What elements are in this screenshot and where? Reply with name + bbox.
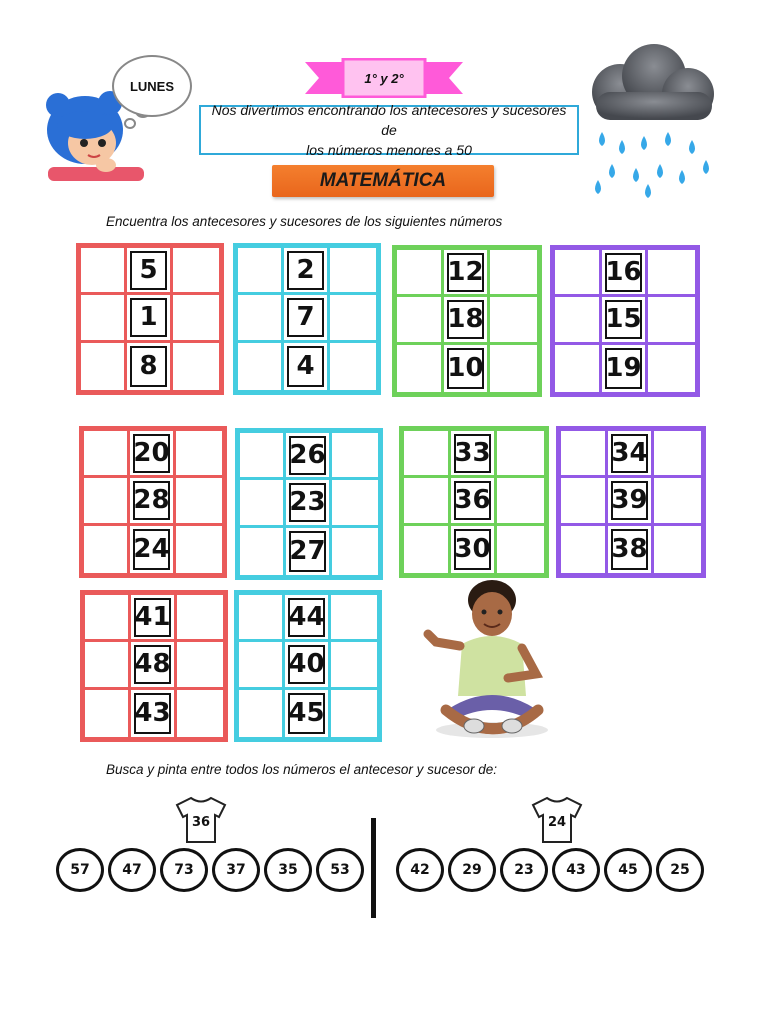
given-number: 24 — [133, 529, 170, 571]
antecesor-answer-cell[interactable] — [81, 343, 127, 390]
sucesor-answer-cell[interactable] — [331, 690, 377, 737]
given-number-cell — [451, 526, 498, 573]
antecesor-answer-cell[interactable] — [555, 345, 602, 392]
given-number: 4 — [287, 346, 324, 388]
target-number-left: 36 — [191, 815, 211, 830]
sucesor-answer-cell[interactable] — [490, 250, 537, 297]
given-number-cell — [286, 528, 332, 575]
antecesor-answer-cell[interactable] — [84, 431, 130, 478]
antecesor-answer-cell[interactable] — [238, 248, 284, 295]
number-grid — [76, 243, 224, 395]
thought-dot — [124, 118, 136, 129]
antecesor-answer-cell[interactable] — [239, 595, 285, 642]
antecesor-answer-cell[interactable] — [404, 431, 451, 478]
given-number-cell — [444, 297, 491, 344]
given-number-cell — [285, 642, 331, 689]
given-number-cell — [608, 526, 655, 573]
given-number: 20 — [133, 434, 170, 473]
number-option-circle[interactable]: 53 — [316, 848, 364, 892]
given-number: 8 — [130, 346, 167, 388]
given-number: 15 — [605, 300, 643, 339]
subject-banner — [272, 165, 494, 197]
antecesor-answer-cell[interactable] — [85, 642, 131, 689]
given-number-cell — [130, 526, 176, 573]
target-number-right: 24 — [547, 815, 567, 830]
given-number: 30 — [454, 529, 492, 571]
sucesor-answer-cell[interactable] — [497, 526, 544, 573]
number-option-circle[interactable]: 43 — [552, 848, 600, 892]
number-grid — [79, 426, 227, 578]
sucesor-answer-cell[interactable] — [490, 345, 537, 392]
given-number: 38 — [611, 529, 649, 571]
description-line-2: los números menores a 50 — [306, 142, 472, 159]
number-grid — [235, 428, 383, 580]
number-option-circle[interactable]: 25 — [656, 848, 704, 892]
given-number-cell — [284, 343, 330, 390]
sucesor-answer-cell[interactable] — [330, 343, 376, 390]
day-label: LUNES — [129, 78, 175, 94]
given-number: 43 — [134, 693, 171, 735]
given-number: 18 — [447, 300, 485, 339]
sucesor-answer-cell[interactable] — [490, 297, 537, 344]
given-number: 12 — [447, 253, 485, 292]
given-number: 5 — [130, 251, 167, 290]
given-number: 48 — [134, 645, 171, 684]
boy-sitting-illustration — [420, 578, 555, 743]
sucesor-answer-cell[interactable] — [331, 595, 377, 642]
given-number-cell — [285, 690, 331, 737]
antecesor-answer-cell[interactable] — [238, 295, 284, 342]
given-number: 2 — [287, 251, 324, 290]
number-option-circle[interactable]: 45 — [604, 848, 652, 892]
sucesor-answer-cell[interactable] — [648, 297, 695, 344]
given-number-cell — [131, 690, 177, 737]
number-option-circle[interactable]: 73 — [160, 848, 208, 892]
given-number: 33 — [454, 434, 492, 473]
sucesor-answer-cell[interactable] — [654, 526, 701, 573]
given-number-cell — [444, 250, 491, 297]
sucesor-answer-cell[interactable] — [497, 478, 544, 525]
tshirt-icon — [531, 795, 583, 845]
given-number: 10 — [447, 348, 485, 390]
given-number-cell — [608, 478, 655, 525]
sucesor-answer-cell[interactable] — [654, 431, 701, 478]
given-number-cell — [127, 343, 173, 390]
sucesor-answer-cell[interactable] — [330, 248, 376, 295]
sucesor-answer-cell[interactable] — [654, 478, 701, 525]
number-grid — [399, 426, 549, 578]
antecesor-answer-cell[interactable] — [240, 433, 286, 480]
sucesor-answer-cell[interactable] — [330, 295, 376, 342]
sucesor-answer-cell[interactable] — [176, 526, 222, 573]
given-number-cell — [286, 433, 332, 480]
number-option-circle[interactable]: 47 — [108, 848, 156, 892]
antecesor-answer-cell[interactable] — [240, 528, 286, 575]
number-option-circle[interactable]: 35 — [264, 848, 312, 892]
sucesor-answer-cell[interactable] — [332, 480, 378, 527]
given-number: 44 — [288, 598, 325, 637]
given-number: 26 — [289, 436, 326, 475]
given-number-cell — [127, 248, 173, 295]
sucesor-answer-cell[interactable] — [176, 431, 222, 478]
antecesor-answer-cell[interactable] — [81, 295, 127, 342]
tshirt-icon — [175, 795, 227, 845]
given-number-cell — [444, 345, 491, 392]
sucesor-answer-cell[interactable] — [173, 295, 219, 342]
number-grid — [556, 426, 706, 578]
sucesor-answer-cell[interactable] — [332, 433, 378, 480]
given-number-cell — [131, 642, 177, 689]
number-grid — [550, 245, 700, 397]
antecesor-answer-cell[interactable] — [561, 478, 608, 525]
antecesor-answer-cell[interactable] — [85, 595, 131, 642]
sucesor-answer-cell[interactable] — [177, 690, 223, 737]
instruction-busca-y-pinta: Busca y pinta entre todos los números el antecesor y sucesor de: — [106, 762, 497, 777]
given-number-cell — [130, 431, 176, 478]
given-number-cell — [602, 345, 649, 392]
sucesor-answer-cell[interactable] — [331, 642, 377, 689]
given-number: 34 — [611, 434, 649, 473]
sucesor-answer-cell[interactable] — [648, 250, 695, 297]
antecesor-answer-cell[interactable] — [555, 250, 602, 297]
number-option-circle[interactable]: 37 — [212, 848, 260, 892]
given-number-cell — [602, 250, 649, 297]
antecesor-answer-cell[interactable] — [397, 250, 444, 297]
antecesor-answer-cell[interactable] — [239, 642, 285, 689]
given-number-cell — [127, 295, 173, 342]
given-number-cell — [284, 295, 330, 342]
given-number: 27 — [289, 531, 326, 573]
sucesor-answer-cell[interactable] — [177, 642, 223, 689]
given-number: 45 — [288, 693, 325, 735]
instruction-antecesores: Encuentra los antecesores y sucesores de los siguientes números — [106, 214, 503, 229]
given-number: 28 — [133, 481, 170, 520]
given-number: 19 — [605, 348, 643, 390]
sucesor-answer-cell[interactable] — [332, 528, 378, 575]
sucesor-answer-cell[interactable] — [173, 343, 219, 390]
given-number: 16 — [605, 253, 643, 292]
antecesor-answer-cell[interactable] — [84, 526, 130, 573]
antecesor-answer-cell[interactable] — [238, 343, 284, 390]
given-number-cell — [131, 595, 177, 642]
antecesor-answer-cell[interactable] — [397, 345, 444, 392]
given-number: 41 — [134, 598, 171, 637]
antecesor-answer-cell[interactable] — [84, 478, 130, 525]
number-option-circle[interactable]: 42 — [396, 848, 444, 892]
given-number-cell — [608, 431, 655, 478]
description-line-1: Nos divertimos encontrando los antecesores y sucesores de — [211, 101, 567, 138]
antecesor-answer-cell[interactable] — [240, 480, 286, 527]
number-grid — [392, 245, 542, 397]
sucesor-answer-cell[interactable] — [173, 248, 219, 295]
number-grid — [233, 243, 381, 395]
number-grid — [80, 590, 228, 742]
number-option-circle[interactable]: 57 — [56, 848, 104, 892]
antecesor-answer-cell[interactable] — [561, 431, 608, 478]
antecesor-answer-cell[interactable] — [561, 526, 608, 573]
given-number: 23 — [289, 483, 326, 522]
lesson-description — [199, 101, 579, 159]
antecesor-answer-cell[interactable] — [555, 297, 602, 344]
sucesor-answer-cell[interactable] — [648, 345, 695, 392]
sucesor-answer-cell[interactable] — [177, 595, 223, 642]
antecesor-answer-cell[interactable] — [85, 690, 131, 737]
subject-label: MATEMÁTICA — [319, 170, 447, 191]
given-number-cell — [602, 297, 649, 344]
rain-cloud-icon — [582, 40, 720, 200]
given-number-cell — [451, 431, 498, 478]
number-option-circle[interactable]: 29 — [448, 848, 496, 892]
given-number-cell — [285, 595, 331, 642]
grade-ribbon — [305, 58, 463, 98]
number-grid — [234, 590, 382, 742]
given-number: 36 — [454, 481, 492, 520]
antecesor-answer-cell[interactable] — [404, 478, 451, 525]
given-number-cell — [286, 480, 332, 527]
sucesor-answer-cell[interactable] — [176, 478, 222, 525]
antecesor-answer-cell[interactable] — [81, 248, 127, 295]
given-number: 39 — [611, 481, 649, 520]
given-number: 1 — [130, 298, 167, 337]
given-number-cell — [284, 248, 330, 295]
divider-line — [371, 818, 376, 918]
sucesor-answer-cell[interactable] — [497, 431, 544, 478]
given-number-cell — [451, 478, 498, 525]
day-thought-bubble — [112, 55, 192, 117]
given-number: 7 — [287, 298, 324, 337]
antecesor-answer-cell[interactable] — [397, 297, 444, 344]
antecesor-answer-cell[interactable] — [239, 690, 285, 737]
number-option-circle[interactable]: 23 — [500, 848, 548, 892]
grade-label: 1° y 2° — [364, 70, 404, 86]
antecesor-answer-cell[interactable] — [404, 526, 451, 573]
given-number-cell — [130, 478, 176, 525]
given-number: 40 — [288, 645, 325, 684]
